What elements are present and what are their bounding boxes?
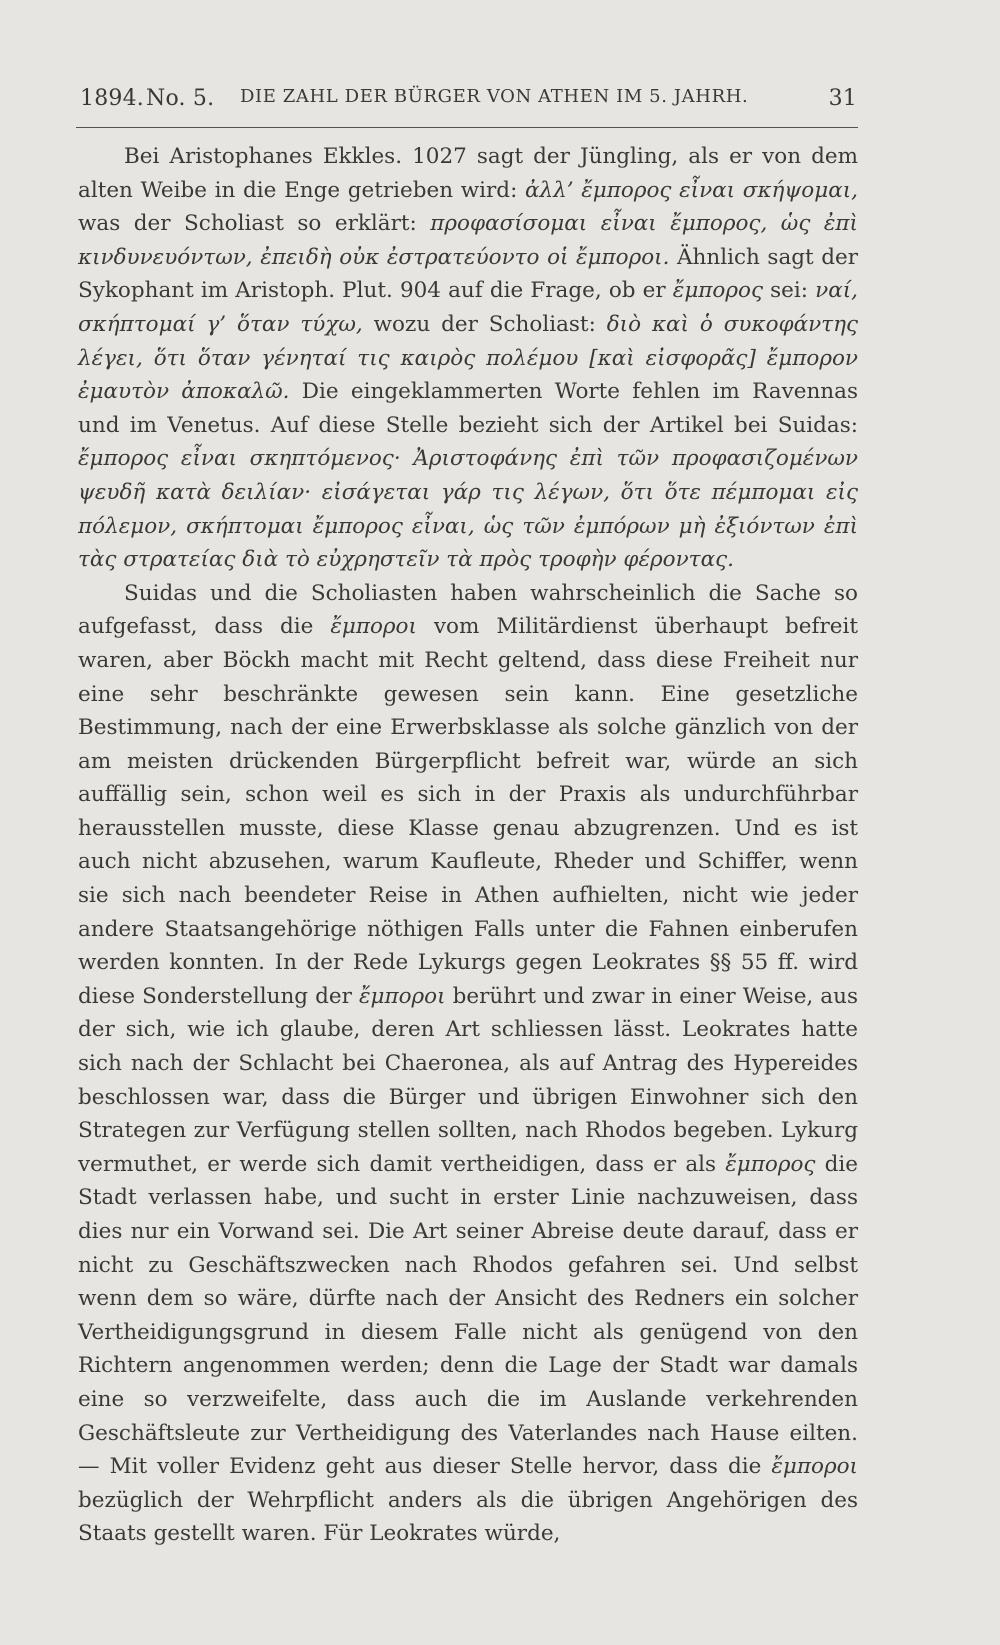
header-year: 1894. [80, 86, 144, 111]
text-run: Ähnlich sagt der Sykophant im Aristoph. Plut. 904 auf die Frage, ob er [78, 244, 858, 304]
text-run: bezüglich der Wehrpflicht anders als die übrigen Angehörigen des Staats gestellt waren. Für Leokrates würde, [78, 1487, 858, 1547]
greek-quote: ἔμπορος [725, 1151, 816, 1177]
greek-quote: ἔμποροι [330, 614, 417, 640]
text-run: Die eingeklammerten Worte fehlen im Ravennas und im Venetus. Auf diese Stelle bezieht sich der Artikel bei Suidas: [78, 379, 859, 438]
text-run: Bei Aristophanes Ekkles. 1027 sagt der Jüngling, als er von dem alten Weibe in die Enge getrieben wird: [78, 144, 858, 203]
body-text [78, 140, 858, 1551]
text-run: Suidas und die Scholiasten haben wahrscheinlich die Sache so aufgefasst, dass die [78, 580, 858, 640]
text-run: berührt und zwar in einer Weise, aus der sich, wie ich glaube, deren Art schliessen lässt. Leokrates hatte sich nach der Schlacht bei Chaeronea, als auf Antrag des Hypereides beschlossen war, dass die Bürger und übrigen Einwohner sich den Strategen zur Verfügung stellen sollten, nach Rhodos begeben. Lykurg vermuthet, er werde sich damit vertheidigen, dass er als [78, 983, 859, 1177]
page-number: 31 [828, 86, 857, 111]
text-run: wozu der Scholiast: [362, 311, 607, 337]
header-rule [76, 127, 858, 128]
paragraph-1 [78, 140, 858, 577]
greek-quote: ναί, σκήπτομαί γ’ ὅταν τύχω, [78, 278, 858, 337]
header-issue: No. 5. [146, 86, 215, 111]
greek-quote: ἔμποροι [771, 1454, 858, 1480]
greek-quote: ἔμπορος [672, 278, 763, 304]
text-run: vom Militärdienst überhaupt befreit waren, aber Böckh macht mit Recht geltend, dass diese Freiheit nur eine sehr beschränkte gewesen sein kann. Eine gesetzliche Bestimmung, nach der eine Erwerbsklasse als solche gänzlich von der am meisten drückenden Bürgerpflicht befreit war, würde an sich auffällig sein, schon weil es sich in der Praxis als undurchführbar herausstellen musste, diese Klasse genau abzugrenzen. Und es ist auch nicht abzusehen, warum Kaufleute, Rheder und Schiffer, wenn sie sich nach beendeter Reise in Athen aufhielten, nicht wie jeder andere Staatsangehörige nöthigen Falls unter die Fahnen einberufen werden konnten. In der Rede Lykurgs gegen Leokrates §§ 55 ff. wird diese Sonderstellung der [78, 614, 858, 1009]
text-run: was der Scholiast so erklärt: [78, 211, 431, 237]
greek-quote: ἔμπορος εἶναι σκηπτόμενος· Ἀριστοφάνης ἐπὶ τῶν προφασιζομένων ψευδῆ κατὰ δειλίαν· εἰσάγεται γάρ τις λέγων, ὅτι ὅτε πέμπομαι εἰς πόλεμον, σκήπτομαι ἔμπορος εἶναι, ὡς τῶν ἐμπόρων μὴ ἐξιόντων ἐπὶ τὰς στρατείας διὰ τὸ εὐχρηστεῖν τὰ πρὸς τροφὴν φέροντας. [78, 446, 858, 573]
header-title: DIE ZAHL DER BÜRGER VON ATHEN IM 5. JAHRH. [240, 86, 749, 107]
greek-quote: προφασίσομαι εἶναι ἔμπορος, ὡς ἐπὶ κινδυνευόντων, ἐπειδὴ οὐκ ἐστρατεύοντο οἱ ἔμποροι. [78, 211, 858, 270]
greek-quote: ἔμποροι [358, 983, 446, 1009]
paragraph-2 [78, 577, 858, 1551]
text-run: sei: [763, 278, 816, 304]
greek-quote: ἀλλ’ ἔμπορος εἶναι σκήψομαι, [524, 177, 858, 203]
text-run: die Stadt verlassen habe, und sucht in erster Linie nachzuweisen, dass dies nur ein Vorwand sei. Die Art seiner Abreise deute darauf, dass er nicht zu Geschäftszwecken nach Rhodos gefahren sei. Und selbst wenn dem so wäre, dürfte nach der Ansicht des Redners ein solcher Vertheidigungsgrund in diesem Falle nicht als genügend von den Richtern angenommen werden; denn die Lage der Stadt war damals eine so verzweifelte, dass auch die im Auslande verkehrenden Geschäftsleute zur Vertheidigung des Vaterlandes nach Hause eilten. — Mit voller Evidenz geht aus dieser Stelle hervor, dass die [78, 1151, 858, 1480]
greek-quote: διὸ καὶ ὁ συκοφάντης λέγει, ὅτι ὅταν γένηταί τις καιρὸς πολέμου [καὶ εἰσφορᾶς] ἔμπορον ἐμαυτὸν ἀποκαλῶ. [78, 311, 859, 405]
